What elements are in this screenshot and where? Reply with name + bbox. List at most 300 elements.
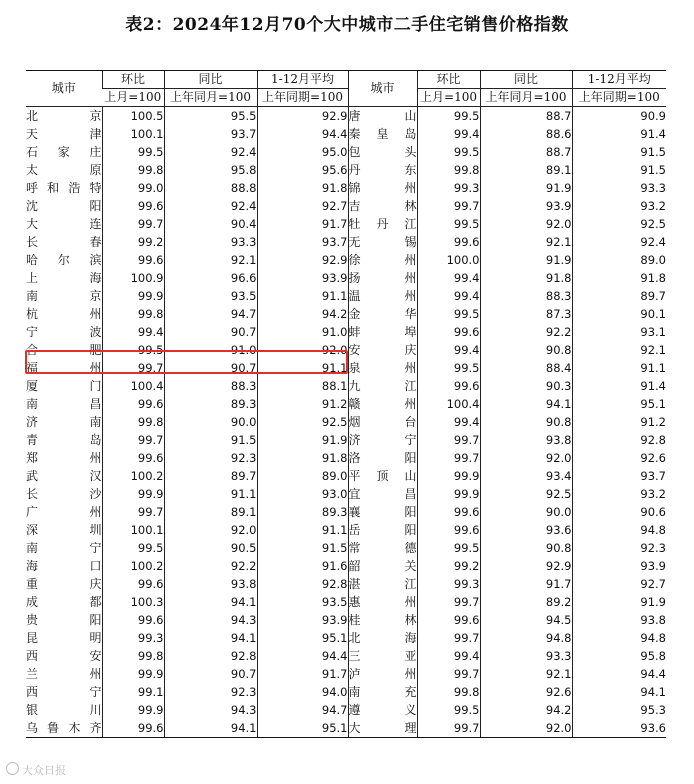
city-name-right: 烟台 xyxy=(348,415,417,429)
avg-value-right: 90.1 xyxy=(572,305,666,323)
mom-value-right: 99.7 xyxy=(417,431,480,449)
avg-value-right: 93.2 xyxy=(572,485,666,503)
avg-value-left: 93.9 xyxy=(257,611,348,629)
table-row xyxy=(26,395,666,413)
header-yoy-left: 同比 xyxy=(164,71,257,89)
mom-value-left: 99.0 xyxy=(102,179,164,197)
avg-value-left: 92.9 xyxy=(257,107,348,126)
avg-value-left: 91.2 xyxy=(257,395,348,413)
avg-value-right: 92.3 xyxy=(572,539,666,557)
table-row xyxy=(26,179,666,197)
table-row xyxy=(26,647,666,665)
table-row xyxy=(26,107,666,126)
avg-value-left: 91.1 xyxy=(257,521,348,539)
city-name-right: 温州 xyxy=(348,289,417,303)
city-name-left: 成都 xyxy=(26,595,102,609)
header-avg-base-right: 上年同期=100 xyxy=(572,89,666,107)
table-row xyxy=(26,377,666,395)
yoy-value-right: 90.8 xyxy=(480,413,572,431)
mom-value-left: 100.4 xyxy=(102,377,164,395)
city-name-left: 银川 xyxy=(26,703,102,717)
avg-value-left: 94.2 xyxy=(257,305,348,323)
yoy-value-left: 90.7 xyxy=(164,665,257,683)
city-name-right: 惠州 xyxy=(348,595,417,609)
yoy-value-left: 92.3 xyxy=(164,683,257,701)
city-name-left: 济南 xyxy=(26,415,102,429)
yoy-value-left: 94.1 xyxy=(164,719,257,738)
avg-value-right: 93.8 xyxy=(572,611,666,629)
mom-value-right: 99.7 xyxy=(417,593,480,611)
mom-value-left: 99.6 xyxy=(102,611,164,629)
city-name-left: 沈阳 xyxy=(26,199,102,213)
yoy-value-left: 92.1 xyxy=(164,251,257,269)
mom-value-right: 99.5 xyxy=(417,143,480,161)
city-name-right: 九江 xyxy=(348,379,417,393)
city-name-right: 洛阳 xyxy=(348,451,417,465)
city-name-left: 西宁 xyxy=(26,685,102,699)
header-mom-base-left: 上月=100 xyxy=(102,89,164,107)
yoy-value-left: 95.8 xyxy=(164,161,257,179)
table-row xyxy=(26,413,666,431)
avg-value-left: 93.9 xyxy=(257,269,348,287)
city-name-left: 石家庄 xyxy=(26,145,102,159)
highlight-box-hefei xyxy=(25,350,348,374)
mom-value-right: 99.4 xyxy=(417,269,480,287)
mom-value-right: 99.9 xyxy=(417,485,480,503)
yoy-value-right: 92.2 xyxy=(480,323,572,341)
avg-value-left: 95.1 xyxy=(257,629,348,647)
yoy-value-left: 90.7 xyxy=(164,323,257,341)
yoy-value-right: 91.8 xyxy=(480,269,572,287)
yoy-value-right: 92.6 xyxy=(480,683,572,701)
avg-value-left: 88.1 xyxy=(257,377,348,395)
avg-value-right: 95.1 xyxy=(572,395,666,413)
yoy-value-right: 93.3 xyxy=(480,647,572,665)
avg-value-right: 92.5 xyxy=(572,215,666,233)
avg-value-right: 94.8 xyxy=(572,629,666,647)
table-row xyxy=(26,575,666,593)
mom-value-left: 99.7 xyxy=(102,503,164,521)
header-yoy-base-right: 上年同月=100 xyxy=(480,89,572,107)
yoy-value-left: 90.4 xyxy=(164,215,257,233)
avg-value-right: 91.4 xyxy=(572,377,666,395)
avg-value-left: 95.1 xyxy=(257,719,348,738)
avg-value-right: 91.9 xyxy=(572,593,666,611)
avg-value-left: 92.7 xyxy=(257,197,348,215)
city-name-left: 南昌 xyxy=(26,397,102,411)
table-row xyxy=(26,233,666,251)
avg-value-right: 91.5 xyxy=(572,161,666,179)
mom-value-right: 99.5 xyxy=(417,305,480,323)
avg-value-right: 91.4 xyxy=(572,125,666,143)
mom-value-right: 99.8 xyxy=(417,683,480,701)
mom-value-right: 99.6 xyxy=(417,233,480,251)
yoy-value-left: 92.2 xyxy=(164,557,257,575)
yoy-value-right: 88.3 xyxy=(480,287,572,305)
avg-value-right: 92.6 xyxy=(572,449,666,467)
mom-value-right: 99.7 xyxy=(417,449,480,467)
city-name-left: 宁波 xyxy=(26,325,102,339)
avg-value-left: 94.4 xyxy=(257,647,348,665)
mom-value-right: 100.4 xyxy=(417,395,480,413)
mom-value-left: 99.3 xyxy=(102,629,164,647)
city-name-left: 广州 xyxy=(26,505,102,519)
watermark-text: 大众日报 xyxy=(22,764,66,777)
yoy-value-left: 91.1 xyxy=(164,485,257,503)
yoy-value-left: 94.1 xyxy=(164,629,257,647)
mom-value-right: 99.7 xyxy=(417,197,480,215)
yoy-value-right: 92.1 xyxy=(480,233,572,251)
avg-value-left: 92.9 xyxy=(257,251,348,269)
table-row xyxy=(26,557,666,575)
table-row xyxy=(26,251,666,269)
table-row xyxy=(26,683,666,701)
avg-value-left: 92.5 xyxy=(257,413,348,431)
mom-value-left: 99.5 xyxy=(102,143,164,161)
mom-value-right: 99.8 xyxy=(417,161,480,179)
avg-value-left: 91.8 xyxy=(257,179,348,197)
avg-value-right: 95.3 xyxy=(572,701,666,719)
avg-value-right: 91.1 xyxy=(572,359,666,377)
mom-value-left: 99.2 xyxy=(102,233,164,251)
city-name-right: 常德 xyxy=(348,541,417,555)
avg-value-left: 94.7 xyxy=(257,701,348,719)
mom-value-left: 99.6 xyxy=(102,575,164,593)
mom-value-left: 99.6 xyxy=(102,449,164,467)
city-name-right: 赣州 xyxy=(348,397,417,411)
mom-value-left: 100.3 xyxy=(102,593,164,611)
city-name-left: 贵阳 xyxy=(26,613,102,627)
avg-value-left: 91.1 xyxy=(257,287,348,305)
city-name-left: 大连 xyxy=(26,217,102,231)
avg-value-right: 92.1 xyxy=(572,341,666,359)
yoy-value-right: 90.8 xyxy=(480,539,572,557)
yoy-value-left: 93.5 xyxy=(164,287,257,305)
yoy-value-left: 89.3 xyxy=(164,395,257,413)
avg-value-right: 95.8 xyxy=(572,647,666,665)
avg-value-right: 93.7 xyxy=(572,467,666,485)
city-name-right: 泉州 xyxy=(348,361,417,375)
table-row xyxy=(26,449,666,467)
city-name-left: 长春 xyxy=(26,235,102,249)
yoy-value-right: 94.2 xyxy=(480,701,572,719)
table-row xyxy=(26,143,666,161)
city-name-right: 扬州 xyxy=(348,271,417,285)
yoy-value-right: 91.9 xyxy=(480,179,572,197)
yoy-value-right: 89.1 xyxy=(480,161,572,179)
header-city-right: 城市 xyxy=(348,71,417,107)
mom-value-left: 99.8 xyxy=(102,647,164,665)
mom-value-left: 99.9 xyxy=(102,701,164,719)
header-city-left: 城市 xyxy=(26,71,102,107)
city-name-left: 乌鲁木齐 xyxy=(26,719,102,738)
city-name-right: 遵义 xyxy=(348,703,417,717)
city-name-right: 秦皇岛 xyxy=(348,127,417,141)
yoy-value-left: 88.3 xyxy=(164,377,257,395)
city-name-left: 西安 xyxy=(26,649,102,663)
city-name-left: 哈尔滨 xyxy=(26,253,102,267)
table-title: 表2：2024年12月70个大中城市二手住宅销售价格指数 xyxy=(125,15,569,35)
mom-value-left: 99.6 xyxy=(102,395,164,413)
yoy-value-right: 88.6 xyxy=(480,125,572,143)
city-name-left: 北京 xyxy=(26,109,102,123)
table-row xyxy=(26,431,666,449)
yoy-value-right: 92.9 xyxy=(480,557,572,575)
avg-value-left: 91.9 xyxy=(257,431,348,449)
yoy-value-left: 92.4 xyxy=(164,143,257,161)
mom-value-left: 100.2 xyxy=(102,467,164,485)
yoy-value-left: 88.8 xyxy=(164,179,257,197)
yoy-value-right: 93.9 xyxy=(480,197,572,215)
mom-value-right: 99.4 xyxy=(417,647,480,665)
city-name-right: 泸州 xyxy=(348,667,417,681)
table-row xyxy=(26,467,666,485)
mom-value-left: 99.4 xyxy=(102,323,164,341)
yoy-value-right: 88.7 xyxy=(480,107,572,126)
yoy-value-left: 96.6 xyxy=(164,269,257,287)
mom-value-left: 99.5 xyxy=(102,341,164,359)
avg-value-left: 91.7 xyxy=(257,215,348,233)
mom-value-right: 99.5 xyxy=(417,701,480,719)
table-row xyxy=(26,719,666,738)
mom-value-right: 99.6 xyxy=(417,521,480,539)
mom-value-left: 99.6 xyxy=(102,197,164,215)
city-name-right: 包头 xyxy=(348,145,417,159)
yoy-value-left: 89.1 xyxy=(164,503,257,521)
yoy-value-right: 87.3 xyxy=(480,305,572,323)
yoy-value-left: 92.8 xyxy=(164,647,257,665)
mom-value-left: 99.7 xyxy=(102,359,164,377)
mom-value-right: 99.3 xyxy=(417,179,480,197)
city-name-left: 兰州 xyxy=(26,667,102,681)
table-row xyxy=(26,593,666,611)
mom-value-left: 99.9 xyxy=(102,665,164,683)
city-name-right: 桂林 xyxy=(348,613,417,627)
header-avg-left: 1-12月平均 xyxy=(257,71,348,89)
yoy-value-right: 92.0 xyxy=(480,215,572,233)
table-row xyxy=(26,611,666,629)
avg-value-left: 94.4 xyxy=(257,125,348,143)
city-name-right: 平顶山 xyxy=(348,469,417,483)
yoy-value-right: 93.8 xyxy=(480,431,572,449)
yoy-value-left: 94.3 xyxy=(164,611,257,629)
city-name-left: 上海 xyxy=(26,271,102,285)
yoy-value-right: 92.5 xyxy=(480,485,572,503)
city-name-left: 重庆 xyxy=(26,577,102,591)
city-name-left: 福州 xyxy=(26,361,102,375)
avg-value-right: 94.8 xyxy=(572,521,666,539)
avg-value-left: 91.0 xyxy=(257,323,348,341)
mom-value-right: 99.5 xyxy=(417,539,480,557)
yoy-value-right: 90.8 xyxy=(480,341,572,359)
table-row xyxy=(26,485,666,503)
avg-value-left: 91.5 xyxy=(257,539,348,557)
yoy-value-left: 93.7 xyxy=(164,125,257,143)
mom-value-left: 100.2 xyxy=(102,557,164,575)
city-name-right: 蚌埠 xyxy=(348,325,417,339)
header-mom-left: 环比 xyxy=(102,71,164,89)
yoy-value-right: 91.7 xyxy=(480,575,572,593)
avg-value-right: 93.9 xyxy=(572,557,666,575)
header-yoy-right: 同比 xyxy=(480,71,572,89)
price-index-table xyxy=(26,70,666,738)
avg-value-right: 93.3 xyxy=(572,179,666,197)
city-name-right: 襄阳 xyxy=(348,505,417,519)
avg-value-right: 92.8 xyxy=(572,431,666,449)
mom-value-right: 99.4 xyxy=(417,341,480,359)
avg-value-left: 94.0 xyxy=(257,683,348,701)
city-name-right: 徐州 xyxy=(348,253,417,267)
yoy-value-left: 91.5 xyxy=(164,431,257,449)
city-name-right: 岳阳 xyxy=(348,523,417,537)
table-row xyxy=(26,323,666,341)
mom-value-right: 99.5 xyxy=(417,359,480,377)
mom-value-left: 99.8 xyxy=(102,161,164,179)
yoy-value-right: 88.7 xyxy=(480,143,572,161)
avg-value-right: 90.6 xyxy=(572,503,666,521)
table-row xyxy=(26,269,666,287)
city-name-right: 北海 xyxy=(348,631,417,645)
city-name-right: 吉林 xyxy=(348,199,417,213)
city-name-right: 安庆 xyxy=(348,343,417,357)
avg-value-right: 92.7 xyxy=(572,575,666,593)
city-name-left: 深圳 xyxy=(26,523,102,537)
city-name-left: 合肥 xyxy=(26,343,102,357)
yoy-value-right: 88.4 xyxy=(480,359,572,377)
table-row xyxy=(26,161,666,179)
city-name-left: 长沙 xyxy=(26,487,102,501)
mom-value-left: 100.9 xyxy=(102,269,164,287)
avg-value-right: 93.1 xyxy=(572,323,666,341)
table-row xyxy=(26,539,666,557)
yoy-value-left: 94.3 xyxy=(164,701,257,719)
city-name-left: 杭州 xyxy=(26,307,102,321)
city-name-right: 锦州 xyxy=(348,181,417,195)
yoy-value-left: 90.0 xyxy=(164,413,257,431)
avg-value-right: 89.0 xyxy=(572,251,666,269)
avg-value-right: 91.5 xyxy=(572,143,666,161)
avg-value-left: 92.8 xyxy=(257,575,348,593)
mom-value-right: 99.5 xyxy=(417,107,480,126)
city-name-left: 呼和浩特 xyxy=(26,181,102,195)
mom-value-left: 99.8 xyxy=(102,413,164,431)
yoy-value-right: 94.8 xyxy=(480,629,572,647)
city-name-right: 大理 xyxy=(348,719,417,738)
avg-value-left: 93.7 xyxy=(257,233,348,251)
avg-value-left: 93.0 xyxy=(257,485,348,503)
mom-value-right: 100.0 xyxy=(417,251,480,269)
mom-value-left: 99.7 xyxy=(102,431,164,449)
city-name-left: 武汉 xyxy=(26,469,102,483)
avg-value-right: 93.2 xyxy=(572,197,666,215)
city-name-right: 湛江 xyxy=(348,577,417,591)
mom-value-right: 99.4 xyxy=(417,125,480,143)
city-name-left: 青岛 xyxy=(26,433,102,447)
avg-value-left: 91.6 xyxy=(257,557,348,575)
avg-value-left: 95.6 xyxy=(257,161,348,179)
table-row xyxy=(26,125,666,143)
avg-value-right: 94.1 xyxy=(572,683,666,701)
mom-value-right: 99.5 xyxy=(417,215,480,233)
yoy-value-left: 92.0 xyxy=(164,521,257,539)
avg-value-right: 93.6 xyxy=(572,719,666,738)
mom-value-left: 99.6 xyxy=(102,719,164,738)
city-name-right: 宜昌 xyxy=(348,487,417,501)
city-name-right: 济宁 xyxy=(348,433,417,447)
avg-value-right: 91.2 xyxy=(572,413,666,431)
avg-value-left: 89.0 xyxy=(257,467,348,485)
yoy-value-left: 92.4 xyxy=(164,197,257,215)
yoy-value-left: 94.7 xyxy=(164,305,257,323)
mom-value-left: 100.1 xyxy=(102,521,164,539)
header-avg-right: 1-12月平均 xyxy=(572,71,666,89)
city-name-left: 郑州 xyxy=(26,451,102,465)
yoy-value-right: 92.0 xyxy=(480,449,572,467)
yoy-value-left: 93.3 xyxy=(164,233,257,251)
yoy-value-left: 91.0 xyxy=(164,341,257,359)
city-name-left: 南宁 xyxy=(26,541,102,555)
table-row xyxy=(26,701,666,719)
avg-value-left: 91.1 xyxy=(257,359,348,377)
avg-value-left: 92.0 xyxy=(257,341,348,359)
avg-value-left: 95.0 xyxy=(257,143,348,161)
city-name-right: 无锡 xyxy=(348,235,417,249)
city-name-right: 三亚 xyxy=(348,649,417,663)
yoy-value-right: 90.0 xyxy=(480,503,572,521)
mom-value-right: 99.9 xyxy=(417,467,480,485)
table-row xyxy=(26,521,666,539)
avg-value-right: 94.4 xyxy=(572,665,666,683)
yoy-value-right: 90.3 xyxy=(480,377,572,395)
avg-value-left: 93.5 xyxy=(257,593,348,611)
header-avg-base-left: 上年同期=100 xyxy=(257,89,348,107)
mom-value-right: 99.7 xyxy=(417,719,480,738)
table-row xyxy=(26,629,666,647)
yoy-value-left: 93.8 xyxy=(164,575,257,593)
avg-value-right: 89.7 xyxy=(572,287,666,305)
mom-value-left: 99.8 xyxy=(102,305,164,323)
mom-value-left: 99.7 xyxy=(102,215,164,233)
yoy-value-right: 93.6 xyxy=(480,521,572,539)
city-name-right: 南充 xyxy=(348,685,417,699)
mom-value-right: 99.3 xyxy=(417,575,480,593)
watermark-logo-icon xyxy=(6,762,19,775)
avg-value-right: 92.4 xyxy=(572,233,666,251)
mom-value-left: 99.5 xyxy=(102,539,164,557)
table-body xyxy=(26,107,666,738)
city-name-left: 昆明 xyxy=(26,631,102,645)
city-name-left: 天津 xyxy=(26,127,102,141)
yoy-value-right: 91.9 xyxy=(480,251,572,269)
mom-value-right: 99.6 xyxy=(417,377,480,395)
yoy-value-left: 89.7 xyxy=(164,467,257,485)
yoy-value-right: 89.2 xyxy=(480,593,572,611)
city-name-right: 牡丹江 xyxy=(348,217,417,231)
yoy-value-left: 90.5 xyxy=(164,539,257,557)
mom-value-left: 100.5 xyxy=(102,107,164,126)
avg-value-left: 91.7 xyxy=(257,665,348,683)
city-name-left: 厦门 xyxy=(26,379,102,393)
mom-value-left: 99.6 xyxy=(102,251,164,269)
city-name-left: 太原 xyxy=(26,163,102,177)
avg-value-right: 91.8 xyxy=(572,269,666,287)
yoy-value-left: 95.5 xyxy=(164,107,257,126)
city-name-right: 金华 xyxy=(348,307,417,321)
mom-value-left: 100.1 xyxy=(102,125,164,143)
header-yoy-base-left: 上年同月=100 xyxy=(164,89,257,107)
mom-value-right: 99.6 xyxy=(417,611,480,629)
city-name-right: 韶关 xyxy=(348,559,417,573)
